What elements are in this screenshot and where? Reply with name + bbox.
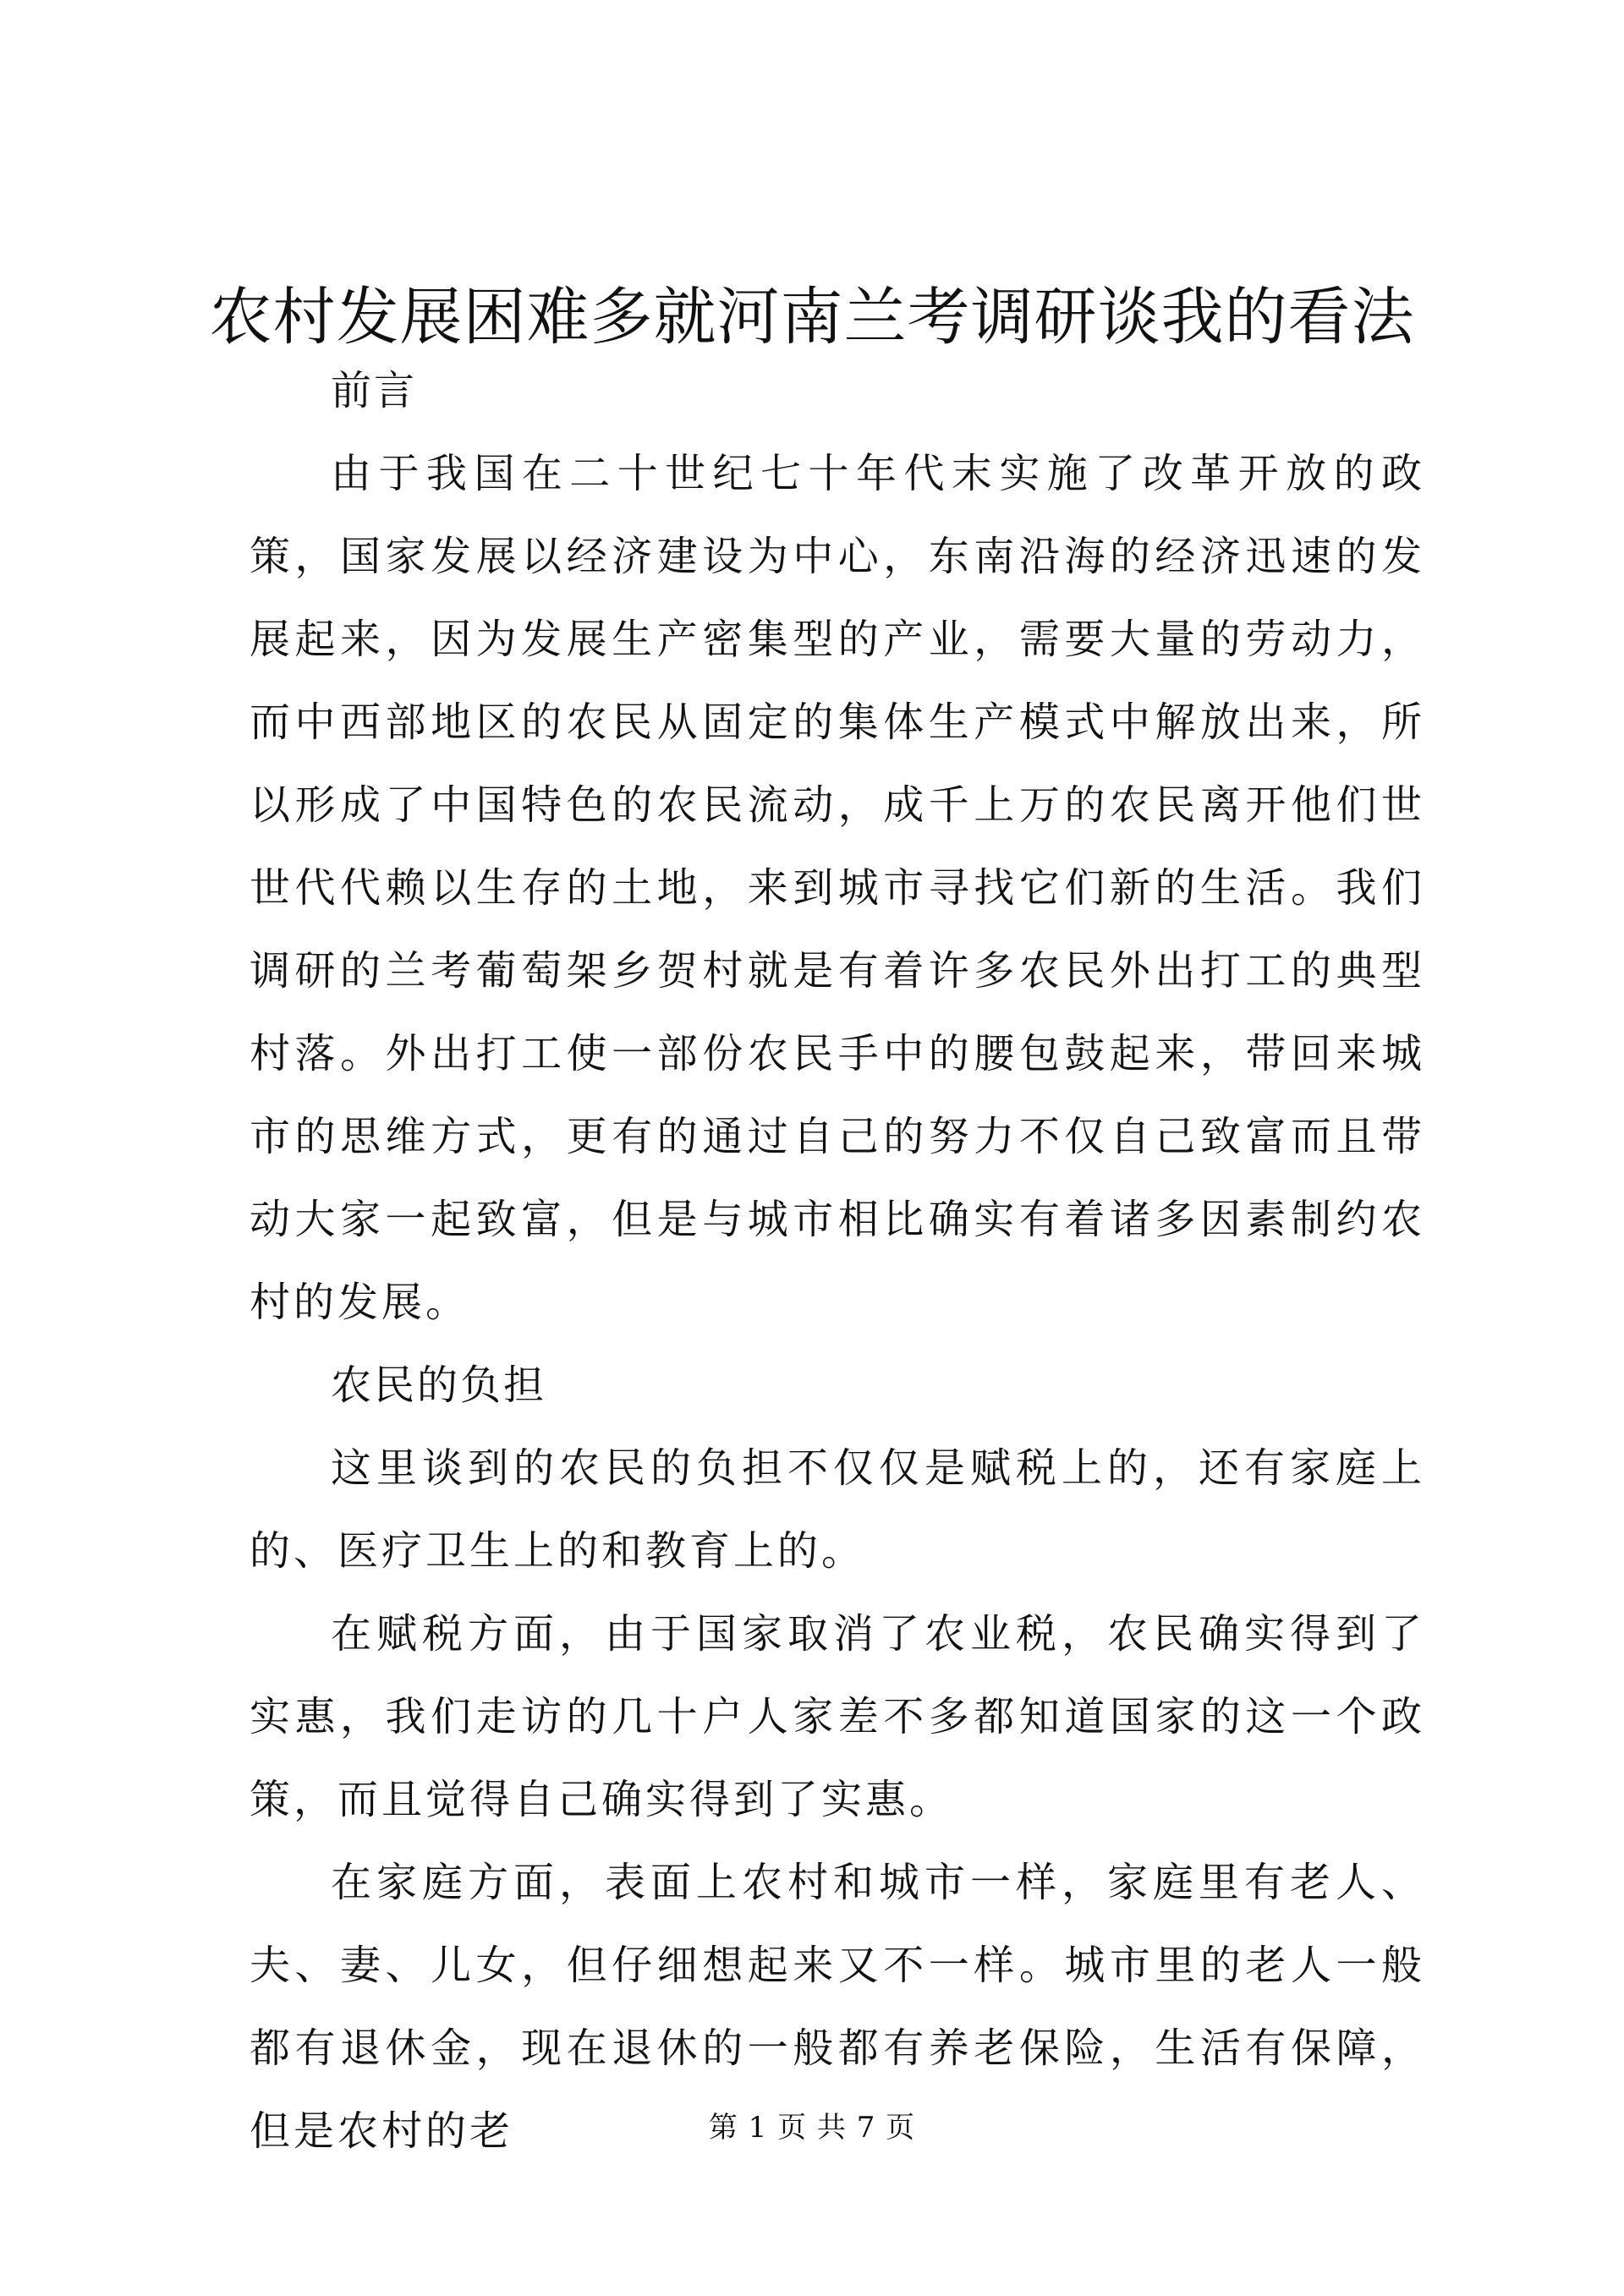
document-body	[250, 349, 1425, 2173]
paragraph-preface: 由于我国在二十世纪七十年代末实施了改革开放的政策，国家发展以经济建设为中心，东南沿海的经济迅速的发展起来，因为发展生产密集型的产业，需要大量的劳动力，而中西部地区的农民从固定的集体生产模式中解放出来，所以形成了中国特色的农民流动，成千上万的农民离开他们世世代代赖以生存的土地，来到城市寻找它们新的生活。我们调研的兰考葡萄架乡贺村就是有着许多农民外出打工的典型村落。外出打工使一部份农民手中的腰包鼓起来，带回来城市的思维方式，更有的通过自己的努力不仅自己致富而且带动大家一起致富，但是与城市相比确实有着诸多因素制约农村的发展。	[250, 450, 1425, 1326]
paragraph-burden-intro: 这里谈到的农民的负担不仅仅是赋税上的，还有家庭上的、医疗卫生上的和教育上的。	[250, 1444, 1425, 1575]
document-title: 农村发展困难多就河南兰考调研谈我的看法	[209, 281, 1415, 353]
paragraph-family: 在家庭方面，表面上农村和城市一样，家庭里有老人、夫、妻、儿女，但仔细想起来又不一样。城市里的老人一般都有退休金，现在退休的一般都有养老保险，生活有保障，但是农村的老	[250, 1859, 1425, 2155]
page-footer: 第 1 页 共 7 页	[708, 2111, 916, 2145]
paragraph-taxation: 在赋税方面，由于国家取消了农业税，农民确实得到了实惠，我们走访的几十户人家差不多都知道国家的这一个政策，而且觉得自己确实得到了实惠。	[250, 1610, 1425, 1823]
section-heading-farmer-burden: 农民的负担	[331, 1362, 547, 1409]
section-heading-preface: 前言	[331, 367, 418, 414]
